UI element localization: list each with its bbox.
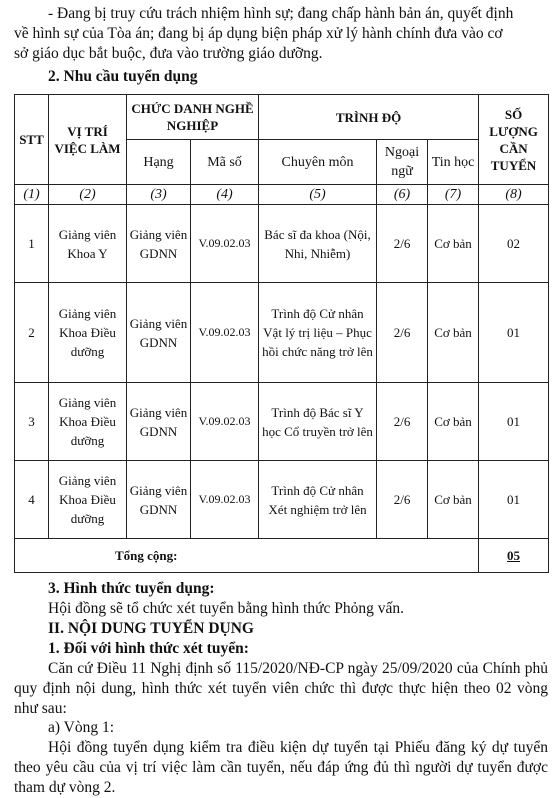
column-number-row [15,185,549,205]
column-number: (7) [428,185,479,205]
column-number: (8) [479,185,549,205]
cell-language: 2/6 [377,283,428,383]
column-number: (2) [49,185,127,205]
cell-rank: Giảng viên GDNN [127,383,191,461]
cell-position: Giảng viên Khoa Y [49,205,127,283]
cell-stt: 1 [15,205,49,283]
section-3-text: Hội đồng sẽ tổ chức xét tuyển bằng hình thức Phỏng vấn. [48,600,405,617]
column-number: (1) [15,185,49,205]
column-number: (5) [259,185,377,205]
table-row [15,205,549,283]
cell-quantity: 01 [479,461,549,539]
cell-position: Giảng viên Khoa Điều dưỡng [49,283,127,383]
round-1-paragraph: Hội đồng tuyển dụng kiểm tra điều kiện dự tuyển tại Phiếu đăng ký dự tuyển theo yêu cầu của vị trí việc làm cần tuyển, nếu đáp ứng đủ thì người dự tuyển được tham dự vòng 2. [14,739,548,796]
cell-it: Cơ bản [428,283,479,383]
cell-quantity: 01 [479,283,549,383]
column-number: (3) [127,185,191,205]
part-2-title: II. NỘI DUNG TUYỂN DỤNG [48,620,254,637]
cell-specialty: Bác sĩ đa khoa (Nội, Nhi, Nhiễm) [259,205,377,283]
cell-code: V.09.02.03 [191,461,259,539]
header-rank: Hạng [127,140,191,185]
cell-position: Giảng viên Khoa Điều dưỡng [49,383,127,461]
cell-language: 2/6 [377,461,428,539]
part-2-paragraph: Căn cứ Điều 11 Nghị định số 115/2020/NĐ-CP ngày 25/09/2020 của Chính phủ quy định nội dung, hình thức xét tuyển viên chức thì được thực hiện theo 02 vòng như sau: [14,660,548,717]
cell-position: Giảng viên Khoa Điều dưỡng [49,461,127,539]
total-row [15,539,549,573]
round-1-label: a) Vòng 1: [48,719,115,736]
cell-it: Cơ bản [428,461,479,539]
header-it: Tin học [428,140,479,185]
part-2-subtitle: 1. Đối với hình thức xét tuyển: [48,640,249,657]
cell-quantity: 01 [479,383,549,461]
cell-specialty: Trình độ Bác sĩ Y học Cổ truyền trở lên [259,383,377,461]
header-quantity: SỐ LƯỢNG CẦN TUYỂN [479,95,549,185]
section-2-title: 2. Nhu cầu tuyển dụng [48,68,198,85]
intro-line-1: - Đang bị truy cứu trách nhiệm hình sự; đang chấp hành bản án, quyết định [48,5,514,22]
cell-code: V.09.02.03 [191,383,259,461]
cell-code: V.09.02.03 [191,283,259,383]
intro-line-2: về hình sự của Tòa án; đang bị áp dụng biện pháp xử lý hành chính đưa vào cơ [14,25,503,42]
total-value: 05 [479,539,549,573]
section-3-title: 3. Hình thức tuyển dụng: [48,580,215,597]
total-label: Tổng cộng: [15,539,479,573]
cell-specialty: Trình độ Cử nhân Xét nghiệm trở lên [259,461,377,539]
cell-stt: 4 [15,461,49,539]
header-specialty: Chuyên môn [259,140,377,185]
cell-quantity: 02 [479,205,549,283]
header-code: Mã số [191,140,259,185]
cell-it: Cơ bản [428,383,479,461]
cell-code: V.09.02.03 [191,205,259,283]
recruitment-table [14,94,549,573]
cell-rank: Giảng viên GDNN [127,461,191,539]
header-title-group: CHỨC DANH NGHỀ NGHIỆP [127,95,259,140]
header-position: VỊ TRÍ VIỆC LÀM [49,95,127,185]
cell-stt: 3 [15,383,49,461]
header-stt: STT [15,95,49,185]
column-number: (4) [191,185,259,205]
intro-line-3: sở giáo dục bắt buộc, đưa vào trường giáo dưỡng. [14,45,323,62]
cell-rank: Giảng viên GDNN [127,205,191,283]
header-qualification-group: TRÌNH ĐỘ [259,95,479,140]
cell-it: Cơ bản [428,205,479,283]
cell-rank: Giảng viên GDNN [127,283,191,383]
table-row [15,283,549,383]
header-language: Ngoại ngữ [377,140,428,185]
table-row [15,383,549,461]
cell-specialty: Trình độ Cử nhân Vật lý trị liệu – Phục hồi chức năng trở lên [259,283,377,383]
column-number: (6) [377,185,428,205]
cell-language: 2/6 [377,383,428,461]
cell-language: 2/6 [377,205,428,283]
table-row [15,461,549,539]
cell-stt: 2 [15,283,49,383]
